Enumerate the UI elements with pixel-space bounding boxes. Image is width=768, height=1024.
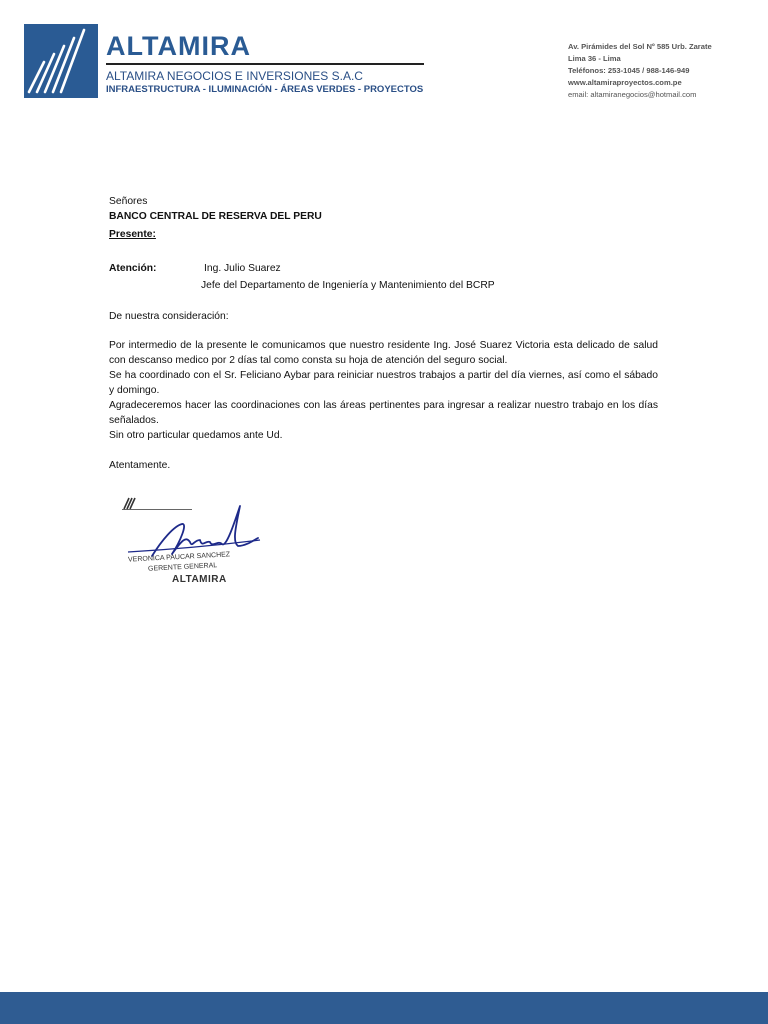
attention-label: Atención: xyxy=(109,263,157,274)
company-tagline: INFRAESTRUCTURA - ILUMINACIÓN - ÁREAS VERDES - PROYECTOS xyxy=(106,84,424,95)
contact-block xyxy=(568,41,758,101)
paragraph-2: Se ha coordinado con el Sr. Feliciano Aybar para reiniciar nuestros trabajos a partir del día viernes, así como el sábado y domingo. xyxy=(109,370,658,396)
stamp-brand: ALTAMIRA xyxy=(172,574,227,585)
closing: Atentamente. xyxy=(109,460,171,471)
recipient: BANCO CENTRAL DE RESERVA DEL PERU xyxy=(109,211,322,222)
stamp-logo-icon xyxy=(122,496,192,510)
attention-role: Jefe del Departamento de Ingeniería y Mantenimiento del BCRP xyxy=(201,280,495,291)
paragraph-3: Agradeceremos hacer las coordinaciones con las áreas pertinentes para ingresar a realizar nuestro trabajo en los días señalados. xyxy=(109,400,658,426)
altamira-logo-icon xyxy=(24,24,98,98)
paragraph-1: Por intermedio de la presente le comunicamos que nuestro residente Ing. José Suarez Victoria esta delicado de salud con descanso medico por 2 días tal como consta su hoja de atención del seguro social. xyxy=(109,340,658,366)
presente-line xyxy=(109,227,658,242)
contact-web: www.altamiraproyectos.com.pe xyxy=(568,78,682,87)
company-name: ALTAMIRA NEGOCIOS E INVERSIONES S.A.C xyxy=(106,69,363,83)
attention-name: Ing. Julio Suarez xyxy=(204,263,281,274)
signer-name: VERONICA PAUCAR SANCHEZ xyxy=(127,551,231,564)
signature-block xyxy=(122,496,262,606)
presente-text: Presente: xyxy=(109,229,156,240)
contact-city: Lima 36 - Lima xyxy=(568,54,621,63)
brand-divider xyxy=(106,63,424,65)
footer-bar xyxy=(0,992,768,1024)
contact-email: email: altamiranegocios@hotmail.com xyxy=(568,90,697,99)
contact-address: Av. Pirámides del Sol Nº 585 Urb. Zarate xyxy=(568,42,712,51)
salutation: Señores xyxy=(109,196,148,207)
greeting: De nuestra consideración: xyxy=(109,311,229,322)
paragraph-4: Sin otro particular quedamos ante Ud. xyxy=(109,430,283,441)
brand-name: ALTAMIRA xyxy=(106,31,251,61)
signer-role: GERENTE GENERAL xyxy=(147,562,218,573)
contact-phones: Teléfonos: 253-1045 / 988-146-949 xyxy=(568,66,690,75)
